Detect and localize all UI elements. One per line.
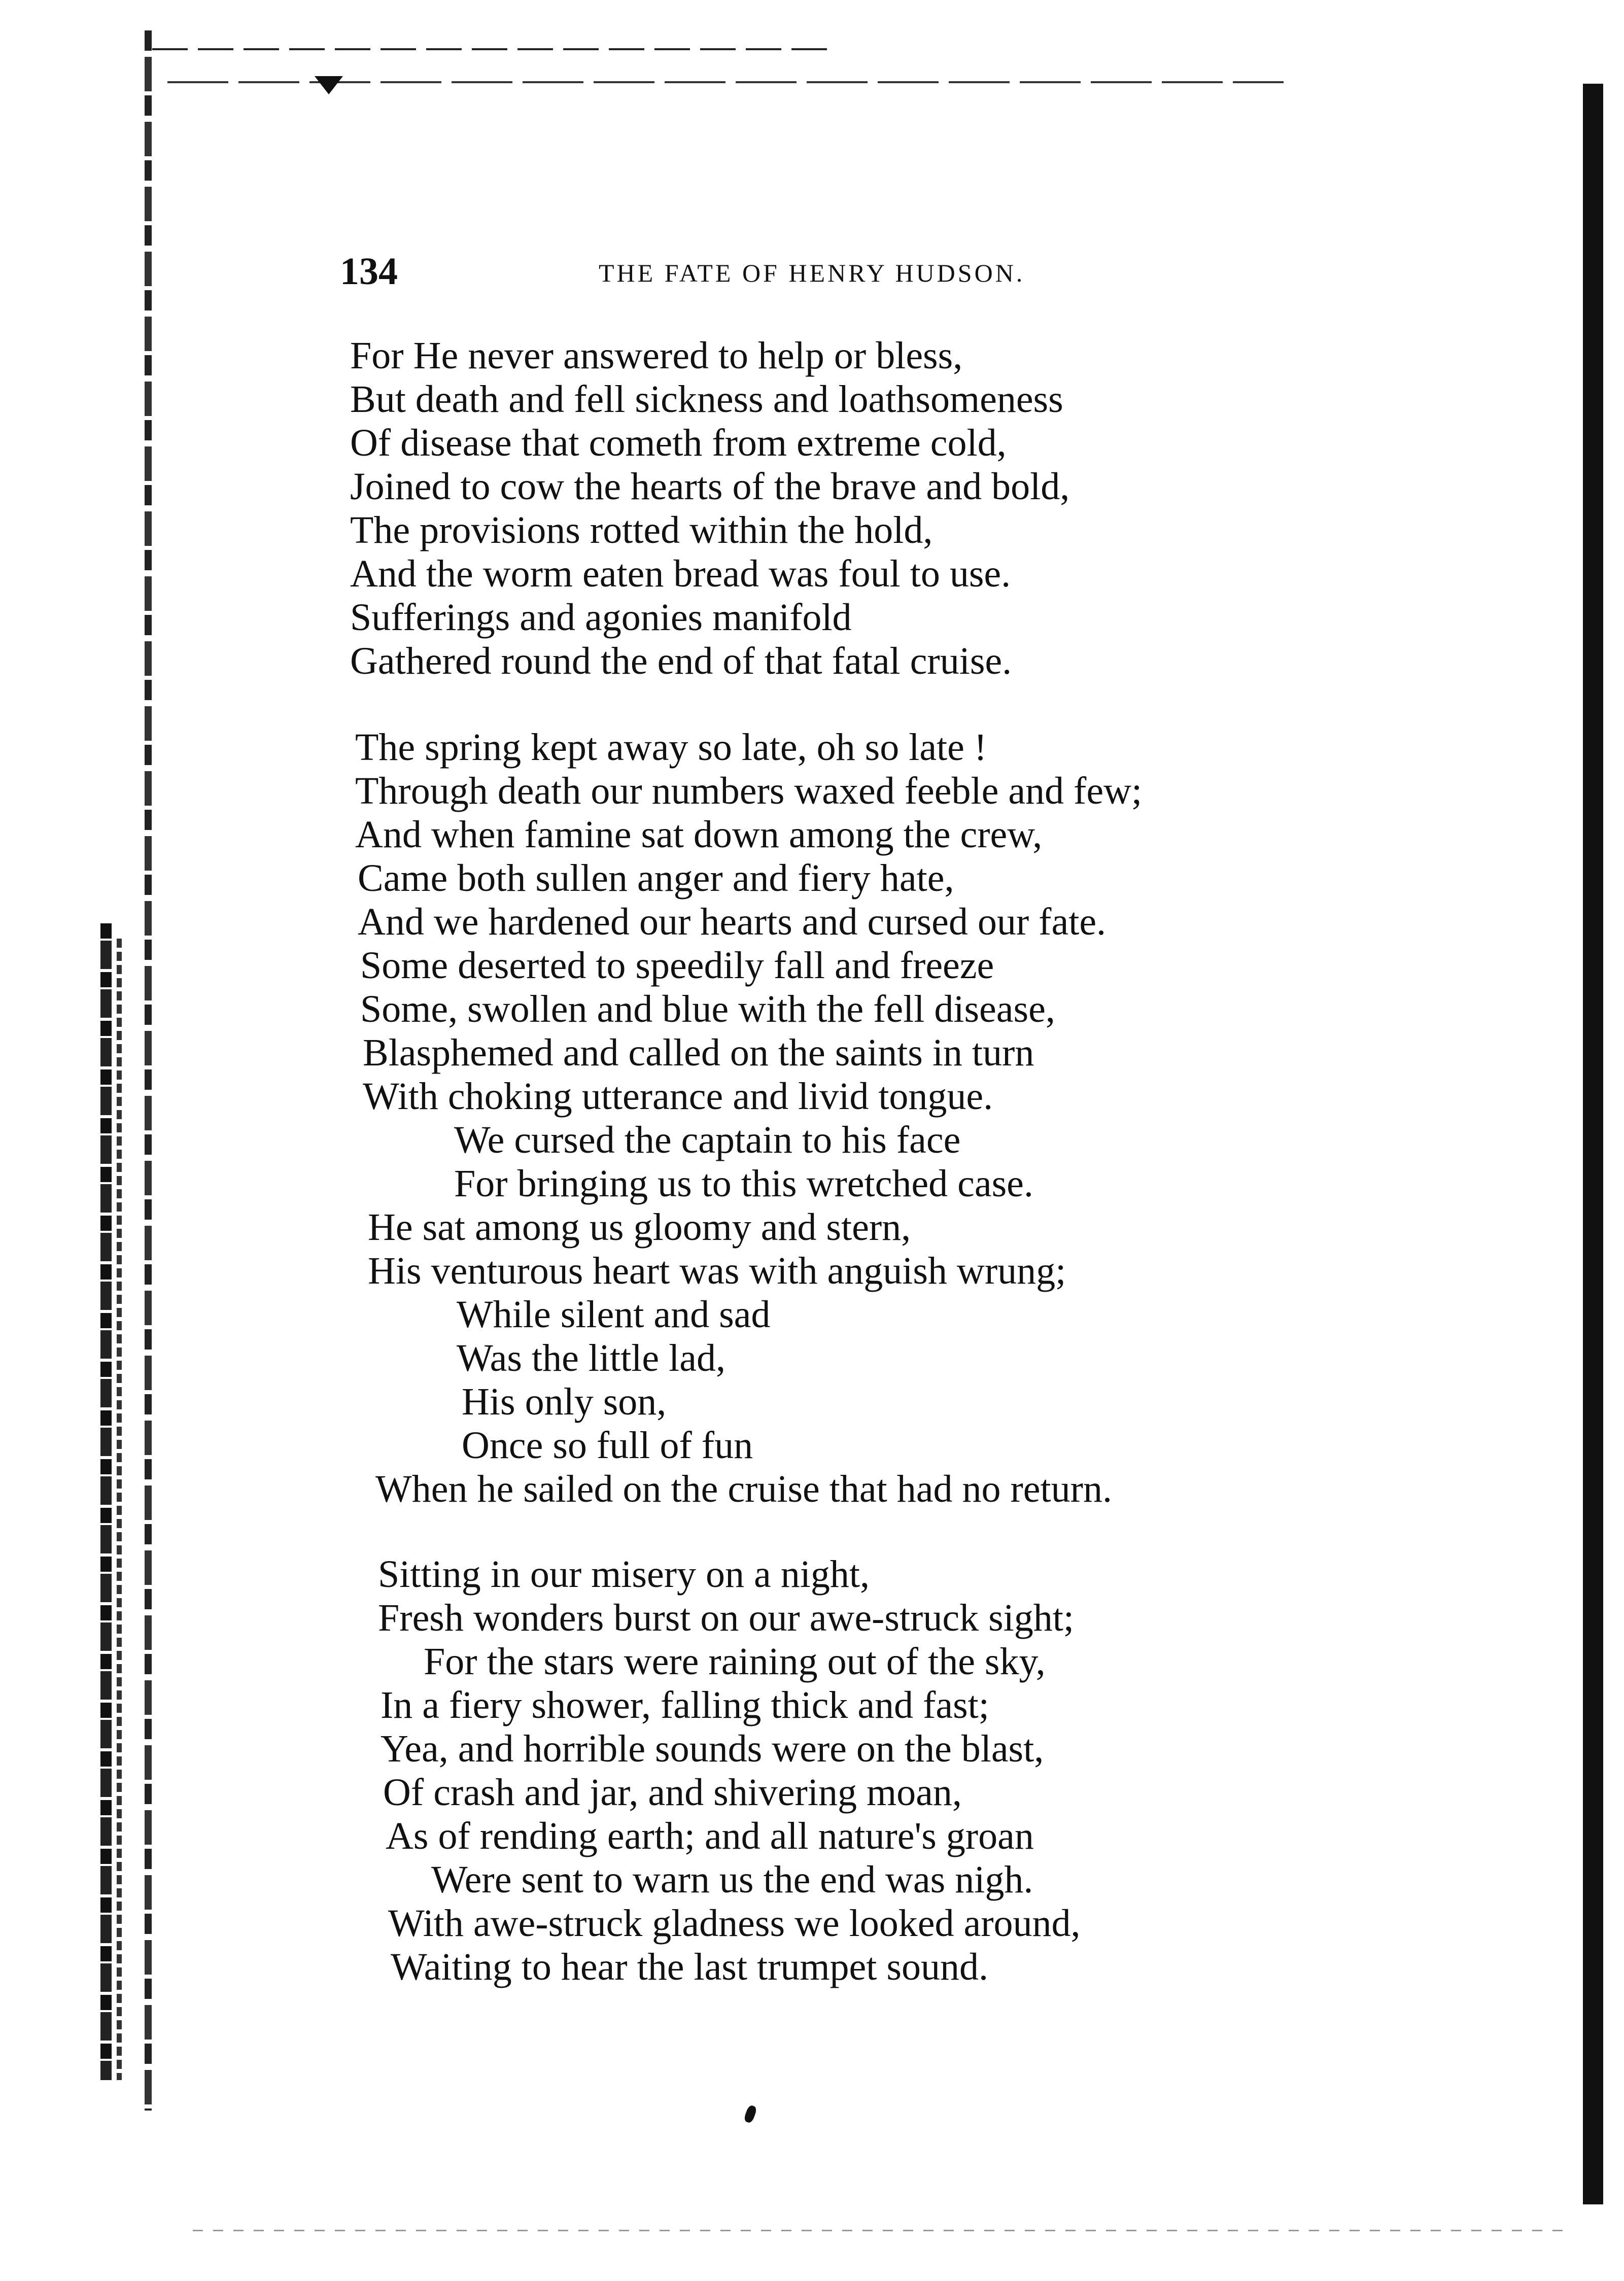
poem-line: His venturous heart was with anguish wrung; [368, 1250, 1066, 1292]
poem-line: Came both sullen anger and fiery hate, [358, 857, 954, 900]
poem-line: And we hardened our hearts and cursed our fate. [358, 901, 1107, 943]
ink-blot [743, 2104, 758, 2124]
poem-line: Of crash and jar, and shivering moan, [383, 1771, 962, 1814]
scan-binding-edge-inner [117, 939, 122, 2080]
poem-line-indented: For bringing us to this wretched case. [454, 1162, 1033, 1205]
scan-bottom-rule [193, 2230, 1563, 2231]
scan-edge-right [1583, 84, 1603, 2204]
poem-line: And the worm eaten bread was foul to use. [350, 552, 1011, 595]
poem-line: With choking utterance and livid tongue. [363, 1075, 993, 1118]
poem-line-indented: For the stars were raining out of the sky, [424, 1640, 1046, 1683]
poem-line: And when famine sat down among the crew, [355, 813, 1043, 856]
scan-top-mark [315, 76, 343, 94]
poem-line-indented: While silent and sad [457, 1293, 771, 1336]
scan-edge-left [145, 30, 152, 2111]
poem-line-indented: Were sent to warn us the end was nigh. [431, 1858, 1033, 1901]
poem-line: Through death our numbers waxed feeble and few; [355, 770, 1143, 812]
poem-line: For He never answered to help or bless, [350, 334, 963, 377]
poem-line: As of rending earth; and all nature's groan [386, 1815, 1034, 1857]
poem-line: Fresh wonders burst on our awe-struck sight; [378, 1597, 1075, 1639]
poem-line: Some, swollen and blue with the fell disease, [360, 988, 1055, 1030]
poem-line: He sat among us gloomy and stern, [368, 1206, 911, 1249]
poem-line: But death and fell sickness and loathsomeness [350, 378, 1063, 421]
poem-line: In a fiery shower, falling thick and fast; [381, 1684, 989, 1726]
poem-line-indented: His only son, [462, 1380, 667, 1423]
page-header [340, 249, 1202, 294]
poem-line: Joined to cow the hearts of the brave and bold, [350, 465, 1070, 508]
poem-line: Gathered round the end of that fatal cruise. [350, 640, 1012, 682]
poem-line: Some deserted to speedily fall and freeze [360, 944, 994, 987]
poem-line-indented: Once so full of fun [462, 1424, 753, 1467]
poem-line: Sufferings and agonies manifold [350, 596, 852, 639]
poem-line: The provisions rotted within the hold, [350, 509, 933, 551]
poem-line: Of disease that cometh from extreme cold, [350, 422, 1007, 464]
poem-line: Blasphemed and called on the saints in turn [363, 1031, 1034, 1074]
poem-line: Sitting in our misery on a night, [378, 1553, 870, 1596]
poem-line: With awe-struck gladness we looked around, [388, 1902, 1081, 1945]
poem-line-indented: Was the little lad, [457, 1337, 725, 1379]
poem-line: When he sailed on the cruise that had no return. [375, 1468, 1112, 1510]
poem-line-indented: We cursed the captain to his face [454, 1119, 961, 1161]
scan-top-rule [152, 48, 837, 50]
poem-line: The spring kept away so late, oh so late ! [355, 726, 987, 769]
poem-line: Waiting to hear the last trumpet sound. [391, 1946, 988, 1988]
page-number: 134 [340, 250, 398, 293]
running-title: THE FATE OF HENRY HUDSON. [599, 259, 1025, 287]
scan-binding-edge [100, 923, 112, 2080]
poem-line: Yea, and horrible sounds were on the blast, [381, 1727, 1044, 1770]
